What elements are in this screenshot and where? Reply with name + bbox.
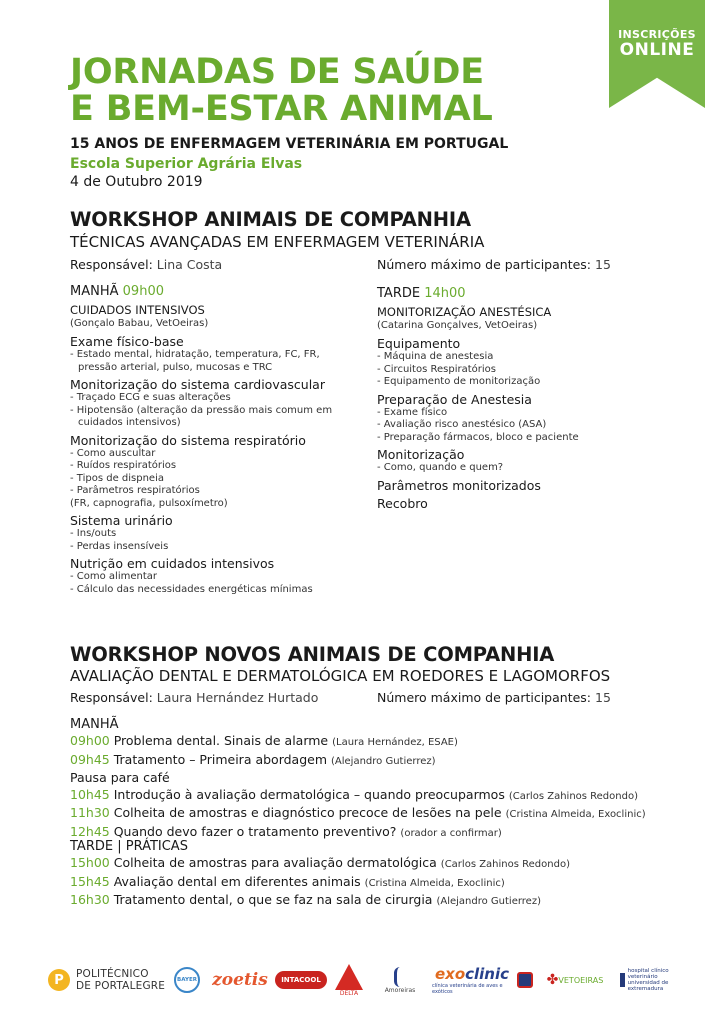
- section-title: Monitorização: [377, 447, 465, 462]
- section-item: - Ins/outs: [70, 528, 117, 539]
- amoreiras-logo: [382, 958, 418, 1002]
- row-text: Introdução à avaliação dermatológica – quando preocuparmos: [113, 786, 505, 802]
- section-item: - Tipos de dispneia: [70, 472, 164, 484]
- ws1-afternoon-topic: MONITORIZAÇÃO ANESTÉSICA: [377, 305, 552, 319]
- ws2-subtitle: AVALIAÇÃO DENTAL E DERMATOLÓGICA EM ROEDORES E LAGOMORFOS: [70, 667, 611, 685]
- row-speaker: (Carlos Zahinos Redondo): [440, 859, 570, 870]
- title-line1: JORNADAS DE SAÚDE: [70, 52, 484, 92]
- row-text: Problema dental. Sinais de alarme: [113, 733, 329, 748]
- exoclinic-part-b: clinic: [465, 965, 510, 983]
- row-speaker: (Cristina Almeida, Exoclinic): [505, 809, 646, 820]
- row-speaker: (Laura Hernández, ESAE): [332, 737, 458, 748]
- section-title: Monitorização do sistema cardiovascular: [70, 377, 325, 392]
- amoreiras-text: Amoreiras: [384, 986, 416, 994]
- ws1-max-participants: [377, 257, 611, 272]
- section-title: Sistema urinário: [70, 513, 173, 528]
- ws2-morning-program: [70, 716, 700, 842]
- row-speaker: (Alejandro Gutierrez): [436, 896, 541, 907]
- ws1-morning-header: [70, 284, 370, 300]
- ws1-afternoon-time: 14h00: [424, 286, 466, 301]
- section-title: Parâmetros monitorizados: [377, 477, 541, 493]
- program-row: [70, 770, 700, 787]
- program-row: [70, 733, 700, 752]
- exoclinic-logo: [432, 958, 512, 1002]
- row-time: 15h45: [70, 873, 110, 889]
- program-row: [70, 787, 700, 806]
- event-subtitle: 15 ANOS DE ENFERMAGEM VETERINÁRIA EM PORTUGAL: [70, 136, 509, 152]
- ws2-morning-label: MANHÃ: [70, 717, 119, 732]
- ws1-responsible: [70, 257, 222, 272]
- ws2-max-value: 15: [595, 690, 611, 705]
- program-row: [70, 874, 700, 893]
- ws1-afternoon-column: [377, 286, 677, 511]
- hospital-logo: [620, 958, 678, 1002]
- section-item: - Circuitos Respiratórios: [377, 363, 496, 375]
- hospital-icon: [620, 973, 625, 987]
- clinic-badge-icon: [517, 972, 533, 988]
- ws1-max-label: Número máximo de participantes:: [377, 257, 592, 272]
- ws1-resp-name: Lina Costa: [156, 257, 223, 272]
- section-item: - Preparação fármacos, bloco e paciente: [377, 431, 579, 443]
- row-speaker: (Cristina Almeida, Exoclinic): [364, 877, 505, 889]
- ws1-resp-label: Responsável:: [70, 257, 153, 272]
- politecnico-logo: [48, 958, 168, 1002]
- section-item: - Como alimentar: [70, 571, 158, 582]
- bayer-cross-icon: BAYER: [174, 967, 200, 993]
- zoetis-logo: [210, 958, 270, 1002]
- section-title: Nutrição em cuidados intensivos: [70, 556, 275, 571]
- ws2-responsible: [70, 690, 318, 705]
- ws2-resp-label: Responsável:: [70, 690, 153, 705]
- intacool-wordmark: INTACOOL: [275, 971, 327, 989]
- section-item: - Máquina de anestesia: [377, 351, 494, 362]
- row-text: Colheita de amostras para avaliação dermatológica: [113, 855, 437, 870]
- delta-logo: [334, 958, 364, 1002]
- section-title: Equipamento: [377, 336, 461, 351]
- section-item: - Estado mental, hidratação, temperatura, FC, FR,: [70, 349, 320, 360]
- amoreiras-icon: [394, 967, 406, 987]
- section-item: - Hipotensão (alteração da pressão mais comum em: [70, 404, 333, 416]
- row-time: 09h45: [70, 751, 110, 767]
- section-title: Monitorização do sistema respiratório: [70, 432, 306, 448]
- ws1-morning-label: MANHÃ: [70, 284, 119, 299]
- section-item: - Traçado ECG e suas alterações: [70, 392, 231, 403]
- section-item: - Como auscultar: [70, 447, 156, 459]
- clinic-badge-logo: [515, 958, 535, 1002]
- row-time: 11h30: [70, 805, 110, 820]
- ws1-morning-topic: CUIDADOS INTENSIVOS: [70, 303, 205, 317]
- event-date: 4 de Outubro 2019: [70, 174, 203, 190]
- zoetis-wordmark: zoetis: [212, 970, 268, 990]
- ws1-afternoon-label: TARDE: [377, 286, 421, 301]
- ws2-max-label: Número máximo de participantes:: [377, 690, 592, 705]
- row-time: 12h45: [70, 823, 110, 839]
- section-item: - Como, quando e quem?: [377, 462, 504, 473]
- section-item: cuidados intensivos): [78, 417, 181, 428]
- row-text: Avaliação dental em diferentes animais: [113, 873, 361, 889]
- ws2-resp-name: Laura Hernández Hurtado: [156, 690, 319, 705]
- ws1-morning-column: [70, 284, 370, 596]
- ws1-afternoon-speaker: (Catarina Gonçalves, VetOeiras): [377, 320, 538, 331]
- row-speaker: (Alejandro Gutierrez): [331, 755, 436, 767]
- sponsor-logos: [0, 958, 724, 1008]
- vetoeiras-text: VETOEIRAS: [558, 975, 604, 985]
- section-title: Recobro: [377, 495, 428, 511]
- row-time: 16h30: [70, 892, 110, 907]
- title-line2: E BEM-ESTAR ANIMAL: [70, 89, 493, 129]
- exoclinic-part-a: exo: [434, 965, 466, 983]
- section-item: - Equipamento de monitorização: [377, 376, 541, 387]
- vetoeiras-paw-icon: ✤: [546, 972, 559, 988]
- ws2-max-participants: [377, 690, 611, 705]
- section-title: Exame físico-base: [70, 334, 184, 349]
- event-title: [70, 54, 590, 128]
- ws2-afternoon-label: TARDE | PRÁTICAS: [70, 839, 188, 854]
- program-row: [70, 855, 700, 874]
- row-time: 15h00: [70, 855, 110, 870]
- program-row: [70, 805, 700, 824]
- intacool-logo: [278, 958, 324, 1002]
- politecnico-text: [76, 968, 165, 992]
- section-item: - Perdas insensíveis: [70, 540, 169, 552]
- section-item: - Ruídos respiratórios: [70, 460, 177, 471]
- program-row: [70, 892, 700, 911]
- row-text: Quando devo fazer o tratamento preventivo?: [113, 823, 397, 839]
- row-speaker: (orador a confirmar): [400, 827, 502, 839]
- delta-triangle-icon: [335, 964, 363, 990]
- ws2-title: WORKSHOP NOVOS ANIMAIS DE COMPANHIA: [70, 643, 555, 666]
- exoclinic-subtitle: clínica veterinária de aves e exóticos: [432, 983, 503, 995]
- politecnico-line2: DE PORTALEGRE: [76, 980, 166, 992]
- event-school: Escola Superior Agrária Elvas: [70, 156, 303, 172]
- row-time: 10h45: [70, 786, 110, 802]
- section-title: Preparação de Anestesia: [377, 391, 532, 407]
- ribbon-line2: ONLINE: [619, 40, 695, 60]
- ws1-title: WORKSHOP ANIMAIS DE COMPANHIA: [70, 208, 471, 231]
- exoclinic-wordmark: [435, 965, 509, 983]
- ws1-morning-time: 09h00: [122, 284, 164, 299]
- ws2-afternoon-program: [70, 838, 700, 911]
- ws1-max-value: 15: [595, 257, 611, 272]
- politecnico-icon: P: [48, 969, 70, 991]
- delta-text: DELTA: [339, 989, 359, 997]
- bayer-logo: [172, 958, 202, 1002]
- ws1-subtitle: TÉCNICAS AVANÇADAS EM ENFERMAGEM VETERINÁRIA: [70, 233, 485, 251]
- row-time: 09h00: [70, 733, 110, 748]
- vetoeiras-logo: [540, 958, 610, 1002]
- politecnico-line1: POLITÉCNICO: [76, 968, 149, 980]
- ws1-afternoon-header: [377, 286, 677, 302]
- section-item: - Cálculo das necessidades energéticas mínimas: [70, 583, 313, 595]
- online-registration-ribbon[interactable]: [609, 0, 705, 108]
- row-text: Tratamento – Primeira abordagem: [113, 751, 328, 767]
- section-item: (FR, capnografia, pulsoxímetro): [70, 497, 228, 509]
- row-speaker: (Carlos Zahinos Redondo): [508, 790, 638, 802]
- section-item: - Avaliação risco anestésico (ASA): [377, 419, 547, 430]
- ribbon-line1: INSCRIÇÕES: [618, 28, 696, 41]
- hospital-text: hospital clínico veterinário universidad de extremadura: [627, 968, 669, 992]
- section-item: pressão arterial, pulso, mucosas e TRC: [78, 361, 273, 373]
- row-text: Tratamento dental, o que se faz na sala de cirurgia: [113, 892, 433, 907]
- row-text: Pausa para café: [70, 770, 170, 785]
- section-item: - Exame físico: [377, 406, 448, 418]
- program-row: [70, 752, 700, 771]
- ws1-morning-speaker: (Gonçalo Babau, VetOeiras): [70, 318, 209, 329]
- row-text: Colheita de amostras e diagnóstico precoce de lesões na pele: [113, 805, 502, 820]
- section-item: - Parâmetros respiratórios: [70, 485, 200, 496]
